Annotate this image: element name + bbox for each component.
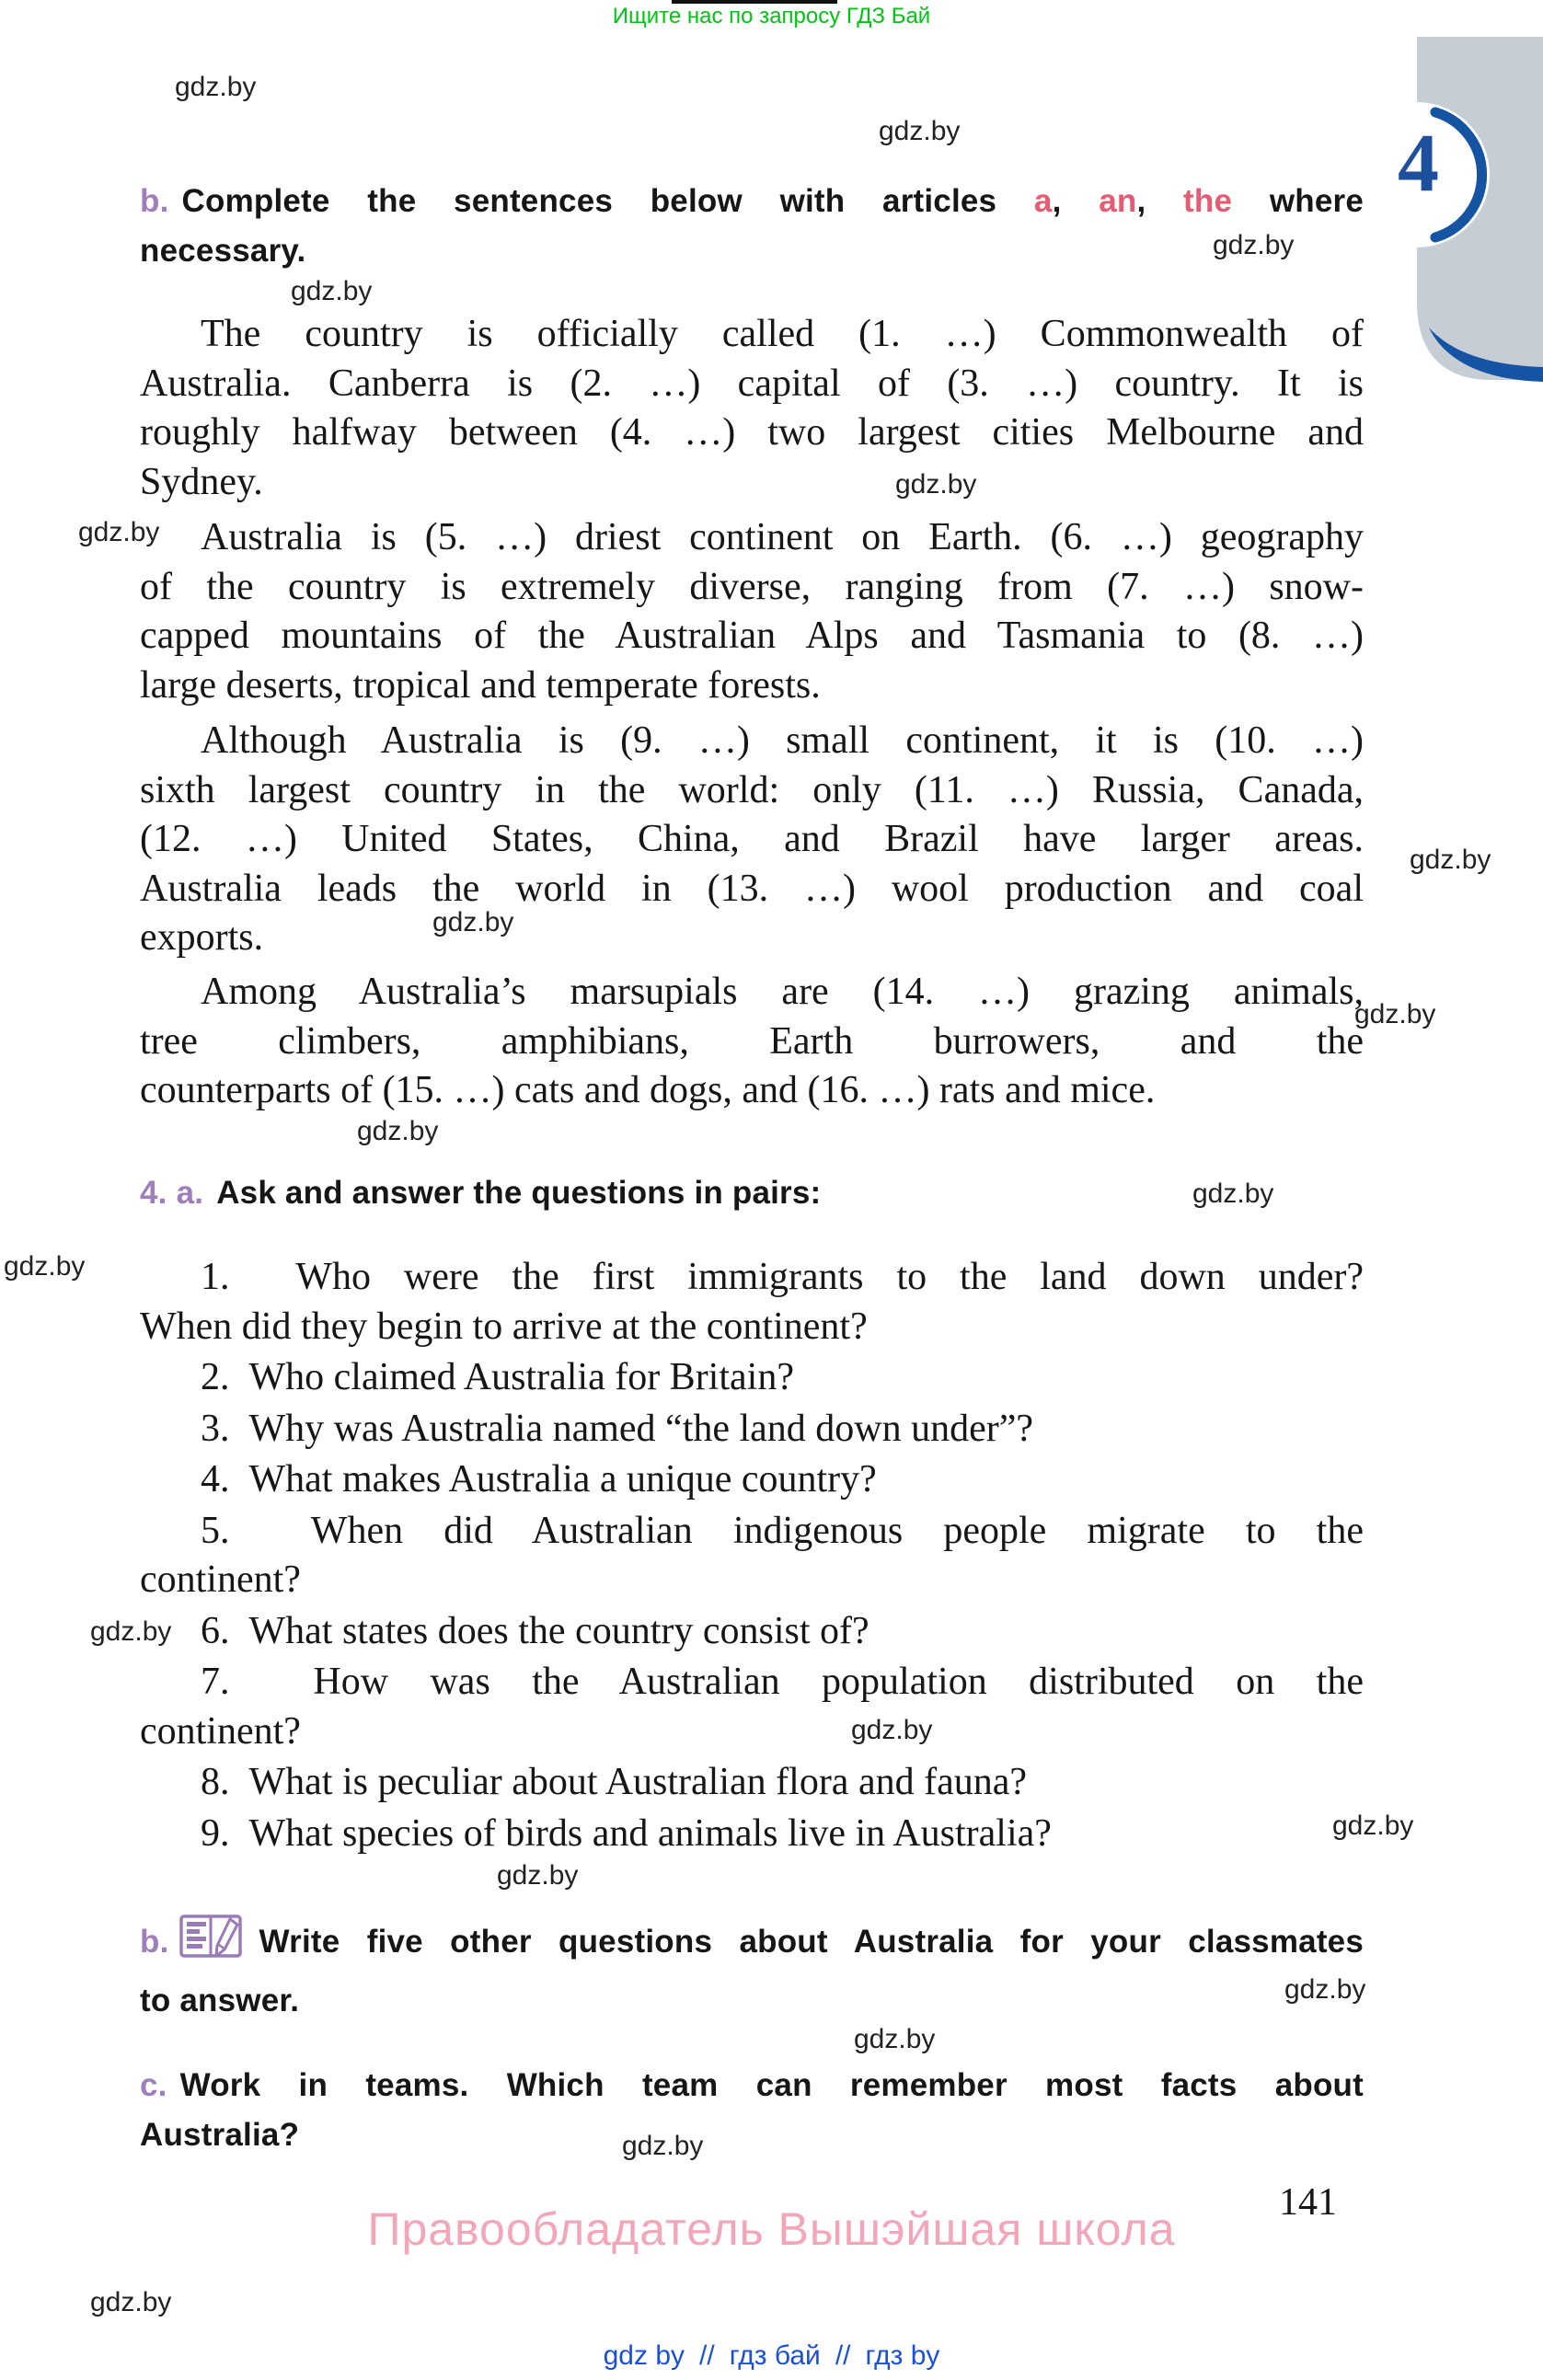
notebook-pencil-icon (178, 1912, 245, 1976)
footer-link[interactable]: гдз бай (729, 2340, 821, 2371)
watermark: gdz.by (1332, 1811, 1414, 1841)
top-banner-text: Ищите нас по запросу ГДЗ Бай (612, 4, 931, 29)
footer-link[interactable]: gdz by (603, 2340, 685, 2371)
paragraph-4 (140, 968, 1364, 1116)
watermark: gdz.by (432, 907, 514, 937)
watermark: gdz.by (879, 116, 961, 146)
question (140, 1607, 1364, 1657)
watermark: gdz.by (90, 2287, 172, 2317)
paragraph-line: Australia leads the world in (13. …) wool production and coal (140, 867, 1364, 910)
footer-link[interactable]: гдз by (865, 2340, 940, 2371)
heading-text: Complete the sentences below with articles (181, 183, 1034, 219)
unit-tab-graphic (1417, 37, 1543, 386)
exercise-4a-heading-line (140, 1168, 1364, 1218)
exercise-4a-label: a. (176, 1175, 204, 1211)
exercise-b-label: b. (140, 183, 169, 219)
exercise-4a-heading-text: Ask and answer the questions in pairs: (216, 1175, 822, 1211)
question (140, 1758, 1364, 1808)
question (140, 1353, 1364, 1403)
paragraph-line: Among Australia’s marsupials are (14. …) grazing animals, (201, 971, 1364, 1013)
unit-tab-shape (1417, 37, 1543, 386)
question-line: 2. Who claimed Australia for Britain? (201, 1356, 794, 1398)
paragraph-line: roughly halfway between (4. …) two largest cities Melbourne and (140, 411, 1364, 454)
watermark: gdz.by (78, 517, 160, 547)
task-c-line2: Australia? (140, 2117, 300, 2153)
paragraph-3 (140, 717, 1364, 963)
watermark: gdz.by (497, 1860, 579, 1891)
heading-text: , (1136, 183, 1184, 219)
question-line: When did they begin to arrive at the continent? (140, 1305, 868, 1348)
heading-text: , (1052, 183, 1100, 219)
exercise-b-heading (140, 177, 1364, 276)
footer-separator: // (699, 2340, 715, 2371)
watermark: gdz.by (622, 2131, 704, 2161)
question (140, 1507, 1364, 1605)
watermark: gdz.by (1354, 999, 1436, 1029)
watermark: gdz.by (1410, 845, 1491, 875)
copyright-line: Правообладатель Вышэйшая школа (367, 2203, 1176, 2255)
question (140, 1455, 1364, 1505)
watermark: gdz.by (1192, 1179, 1274, 1209)
heading-text: where (1232, 183, 1364, 219)
question (140, 1405, 1364, 1454)
watermark: gdz.by (1213, 230, 1295, 260)
page-number: 141 (1279, 2181, 1337, 2224)
question-list (140, 1253, 1364, 1858)
question-line: 5. When did Australian indigenous people migrate to the (201, 1509, 1364, 1552)
footer-links (0, 2340, 1543, 2372)
article-accent: a (1033, 183, 1053, 219)
paragraph-line: (12. …) United States, China, and Brazil have larger areas. (140, 818, 1364, 860)
task-b-text: Write five other questions about Australia for your classmates (259, 1924, 1364, 1960)
paragraph-line: Although Australia is (9. …) small continent, it is (10. …) (201, 719, 1364, 762)
task-b-line1 (140, 1912, 1364, 1976)
question (140, 1253, 1364, 1351)
task-c-line1 (140, 2061, 1364, 2110)
watermark: gdz.by (175, 72, 257, 102)
task-b-label: b. (140, 1924, 169, 1960)
paragraph-line: capped mountains of the Australian Alps and Tasmania to (8. …) (140, 615, 1364, 657)
task-b-heading (140, 1912, 1364, 2026)
watermark: gdz.by (895, 469, 977, 500)
exercise-b-heading-line1 (140, 177, 1364, 226)
question-line: 4. What makes Australia a unique country? (201, 1458, 877, 1500)
task-b-line2: to answer. (140, 1983, 300, 2018)
watermark: gdz.by (1284, 1974, 1366, 2005)
paragraph-line: The country is officially called (1. …) Commonwealth of (201, 313, 1364, 355)
paragraph-line: sixth largest country in the world: only (11. …) Russia, Canada, (140, 768, 1364, 811)
watermark: gdz.by (854, 2024, 936, 2054)
footer-separator: // (835, 2340, 851, 2371)
exercise-4a-heading (140, 1168, 1364, 1218)
exercise-4-number: 4. (140, 1175, 167, 1211)
watermark: gdz.by (851, 1715, 933, 1745)
paragraph-line: Australia. Canberra is (2. …) capital of (3. …) country. It is (140, 362, 1364, 405)
task-c-text: Work in teams. Which team can remember most facts about (179, 2067, 1364, 2103)
watermark: gdz.by (90, 1616, 172, 1647)
paragraph-2 (140, 513, 1364, 710)
question-line: continent? (140, 1709, 301, 1753)
paragraph-line: large deserts, tropical and temperate forests. (140, 663, 821, 707)
question-line: 6. What states does the country consist of? (201, 1609, 869, 1652)
question (140, 1658, 1364, 1756)
question-line: 8. What is peculiar about Australian flora and fauna? (201, 1761, 1027, 1803)
exercise-b-heading-line2: necessary. (140, 233, 306, 269)
unit-number: 4 (1398, 118, 1439, 209)
question-line: 3. Why was Australia named “the land down under”? (201, 1407, 1034, 1450)
paragraph-line: of the country is extremely diverse, ranging from (7. …) snow- (140, 565, 1364, 608)
watermark: gdz.by (4, 1251, 86, 1282)
watermark: gdz.by (291, 276, 373, 306)
question-line: 1. Who were the first immigrants to the land down under? (201, 1256, 1364, 1298)
question-line: 7. How was the Australian population distributed on the (201, 1661, 1364, 1703)
task-c-heading (140, 2061, 1364, 2160)
paragraph-1 (140, 310, 1364, 507)
article-accent: an (1099, 183, 1137, 219)
paragraph-line: Sydney. (140, 460, 263, 503)
question-line: 9. What species of birds and animals live in Australia? (201, 1811, 1052, 1855)
paragraph-line: exports. (140, 916, 264, 959)
paragraph-line: counterparts of (15. …) cats and dogs, and (16. …) rats and mice. (140, 1069, 1156, 1111)
task-c-label: c. (140, 2067, 167, 2103)
paragraph-line: Australia is (5. …) driest continent on Earth. (6. …) geography (201, 516, 1364, 558)
question-line: continent? (140, 1558, 301, 1601)
paragraph-line: tree climbers, amphibians, Earth burrowers, and the (140, 1019, 1364, 1063)
watermark: gdz.by (357, 1116, 439, 1146)
question (140, 1810, 1364, 1859)
article-accent: the (1183, 183, 1233, 219)
